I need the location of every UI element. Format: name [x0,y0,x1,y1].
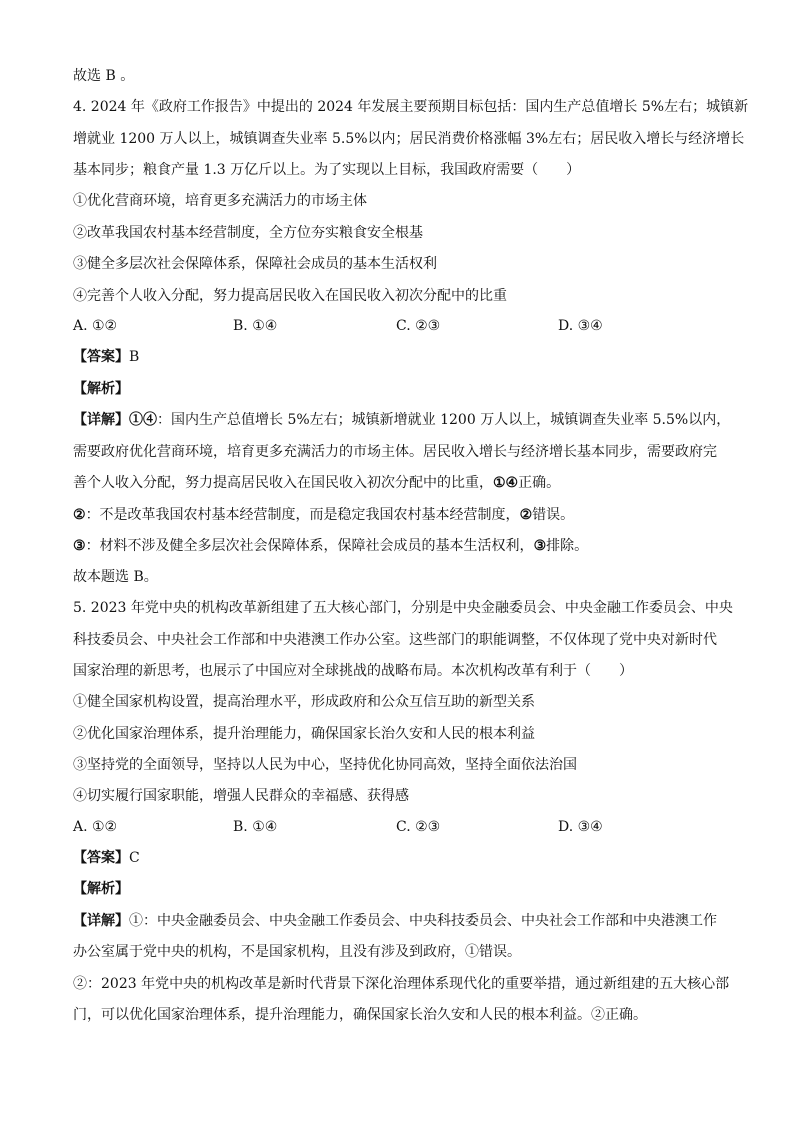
q5-stem-line-3: 国家治理的新思考，也展示了中国应对全球挑战的战略布局。本次机构改革有利于（ ） [73,663,633,679]
detail-label: 【详解】 [73,412,129,428]
q5-detail-line-3: ②：2023 年党中央的机构改革是新时代背景下深化治理体系现代化的重要举措，通过新组建的五大核心部 [73,976,730,992]
q4-option-a: A. ①② [73,318,118,334]
answer-value: B [129,349,140,365]
detail-label: 【详解】 [73,913,129,929]
q4-detail-line-2: 需要政府优化营商环境，培育更多充满活力的市场主体。居民收入增长与经济增长基本同步，需要政府完 [73,444,717,460]
detail-markers: ①④ [129,412,157,428]
answer-label: 【答案】 [73,349,129,365]
q5-option-d: D. ③④ [558,819,603,835]
q5-answer [73,849,140,867]
q4-conclusion: 故本题选 B。 [73,569,158,585]
q5-stem-line-2: 科技委员会、中央社会工作部和中央港澳工作办公室。这些部门的职能调整，不仅体现了党中央对新时代 [73,632,717,648]
q5-option-c: C. ②③ [396,819,441,835]
answer-label: 【答案】 [73,850,129,866]
q4-detail-line-3: 善个人收入分配，努力提高居民收入在国民收入初次分配中的比重，①④正确。 [73,475,561,491]
q4-item-4: ④完善个人收入分配，努力提高居民收入在国民收入初次分配中的比重 [73,288,507,304]
q4-item-2: ②改革我国农村基本经营制度，全方位夯实粮食安全根基 [73,225,423,241]
q5-detail-line-1: 【详解】①：中央金融委员会、中央金融工作委员会、中央科技委员会、中央社会工作部和中央港澳工作 [73,913,717,929]
q5-item-4: ④切实履行国家职能，增强人民群众的幸福感、获得感 [73,788,409,804]
q5-item-1: ①健全国家机构设置，提高治理水平，形成政府和公众互信互助的新型关系 [73,694,535,710]
q4-option-c: C. ②③ [396,318,441,334]
q5-item-3: ③坚持党的全面领导，坚持以人民为中心，坚持优化协同高效，坚持全面依法治国 [73,757,577,773]
q5-item-2: ②优化国家治理体系，提升治理能力，确保国家长治久安和人民的根本利益 [73,726,535,742]
q5-option-a: A. ①② [73,819,118,835]
q5-stem-line-1: 5. 2023 年党中央的机构改革新组建了五大核心部门，分别是中央金融委员会、中央金融工作委员会、中央 [73,600,733,616]
q4-item-3: ③健全多层次社会保障体系，保障社会成员的基本生活权利 [73,256,437,272]
q4-note-2: ②：不是改革我国农村基本经营制度，而是稳定我国农村基本经营制度，②错误。 [73,507,575,523]
q4-option-b: B. ①④ [233,318,278,334]
q5-analysis-label: 【解析】 [73,881,129,897]
q5-detail-line-4: 门，可以优化国家治理体系，提升治理能力，确保国家长治久安和人民的根本利益。②正确。 [73,1007,647,1023]
q4-stem-line-1: 4. 2024 年《政府工作报告》中提出的 2024 年发展主要预期目标包括：国内生产总值增长 5%左右；城镇新 [73,99,749,115]
answer-value: C [129,850,140,866]
q4-item-1: ①优化营商环境，培育更多充满活力的市场主体 [73,193,367,209]
q4-analysis-label: 【解析】 [73,381,129,397]
q4-answer [73,348,139,366]
q4-note-3: ③：材料不涉及健全多层次社会保障体系，保障社会成员的基本生活权利，③排除。 [73,538,589,554]
q4-option-d: D. ③④ [558,318,603,334]
q5-option-b: B. ①④ [233,819,278,835]
q4-stem-line-2: 增就业 1200 万人以上，城镇调查失业率 5.5%以内；居民消费价格涨幅 3%左右；居民收入增长与经济增长 [73,131,745,147]
q4-stem-line-3: 基本同步；粮食产量 1.3 万亿斤以上。为了实现以上目标，我国政府需要（ ） [73,162,581,178]
prev-conclusion: 故选 B 。 [73,68,135,84]
q5-detail-line-2: 办公室属于党中央的机构，不是国家机构，且没有涉及到政府，①错误。 [73,944,521,960]
q4-detail-line-1: 【详解】①④：国内生产总值增长 5%左右；城镇新增就业 1200 万人以上，城镇调查失业率 5.5%以内， [73,412,731,428]
